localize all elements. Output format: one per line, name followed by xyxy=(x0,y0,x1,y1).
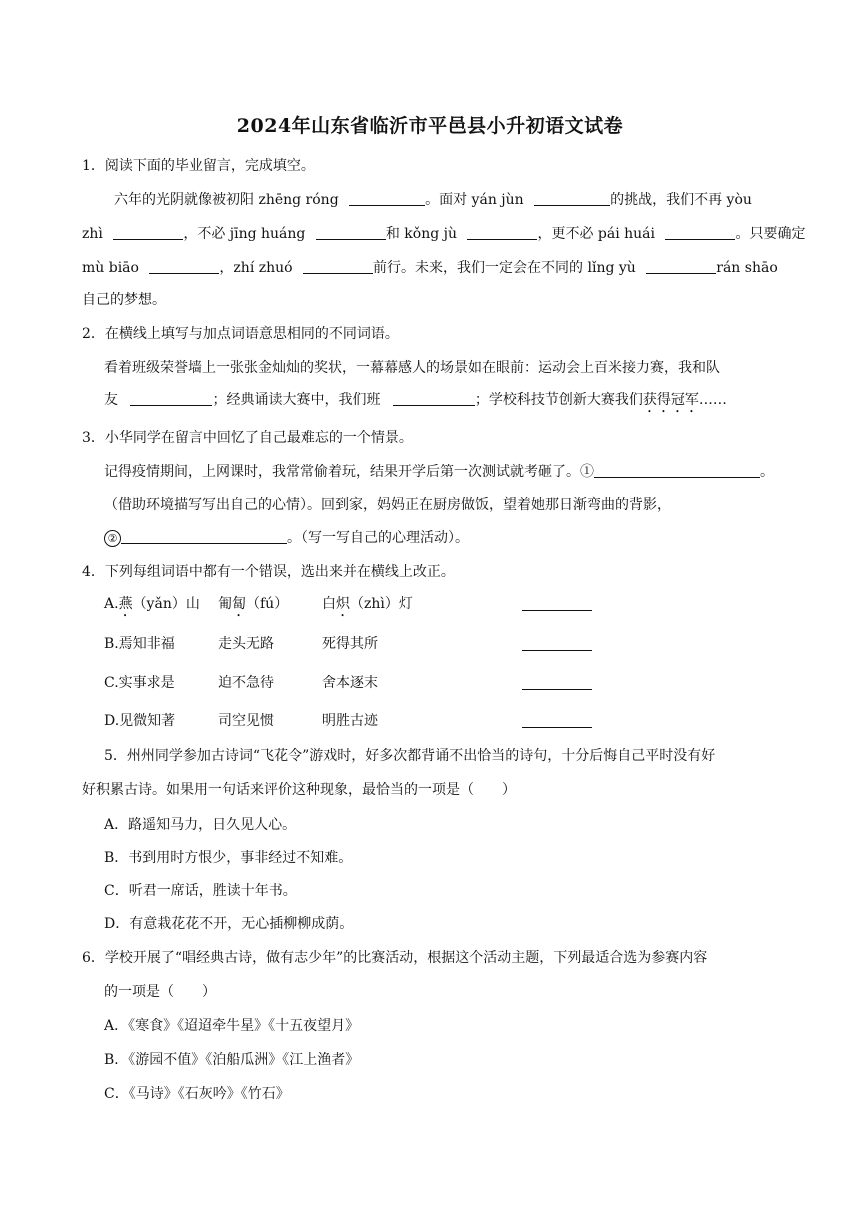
q4-answer-line-b[interactable] xyxy=(522,650,592,651)
q1-line-4: 自己的梦想。 xyxy=(82,292,166,308)
q4-row-d-col-2: 司空见惯 xyxy=(218,713,274,729)
q6-option-c[interactable]: C．《马诗》《石灰吟》《竹石》 xyxy=(104,1086,290,1102)
q4-row-b-col-2: 走头无路 xyxy=(218,636,274,652)
q1-text: 。只要确定 xyxy=(735,226,806,242)
q1-text: 。面对 yán jùn xyxy=(425,192,524,208)
q3-line-3 xyxy=(104,528,469,548)
q4-answer-line-a[interactable] xyxy=(522,610,592,611)
q1-text: ，更不必 pái huái xyxy=(537,226,655,242)
q6-line-1: 6．学校开展了“唱经典古诗，做有志少年”的比赛活动，根据这个活动主题，下列最适合选为参赛内容 xyxy=(82,950,708,966)
q4-row-a-col-1: A.燕（yǎn）山 xyxy=(104,596,200,612)
q5-option-d[interactable]: D．有意栽花花不开，无心插柳柳成荫。 xyxy=(104,916,354,932)
q3-text: 记得疫情期间，上网课时，我常常偷着玩，结果开学后第一次测试就考砸了。 xyxy=(104,464,580,480)
q5-line-2: 好积累古诗。如果用一句话来评价这种现象，最恰当的一项是（ ） xyxy=(82,782,516,798)
q5-option-a[interactable]: A．路遥知马力，日久见人心。 xyxy=(104,817,297,833)
q1-line-2 xyxy=(82,224,805,244)
answer-blank[interactable] xyxy=(665,225,735,240)
q1-line-3 xyxy=(82,258,778,278)
answer-blank[interactable] xyxy=(316,225,386,240)
q3-text: 。 xyxy=(760,464,774,480)
answer-blank[interactable] xyxy=(149,259,219,274)
q1-text: 和 kǒng jù xyxy=(385,226,457,242)
answer-blank[interactable] xyxy=(121,529,287,544)
answer-blank[interactable] xyxy=(113,225,183,240)
answer-blank[interactable] xyxy=(393,391,475,406)
q2-line-2 xyxy=(104,390,727,416)
page-title: 2024年山东省临沂市平邑县小升初语文试卷 xyxy=(236,115,624,137)
q1-text: 前行。未来，我们一定会在不同的 lǐng yù xyxy=(373,260,636,276)
answer-blank[interactable] xyxy=(467,225,537,240)
q2-stem: 2．在横线上填写与加点词语意思相同的不同词语。 xyxy=(82,326,399,342)
q4-stem: 4．下列每组词语中都有一个错误，选出来并在横线上改正。 xyxy=(82,564,455,580)
q2-line-1: 看着班级荣誉墙上一张张金灿灿的奖状，一幕幕感人的场景如在眼前：运动会上百米接力赛，我和队 xyxy=(104,360,720,376)
answer-blank[interactable] xyxy=(130,391,212,406)
q2-text: ；经典诵读大赛中，我们班 xyxy=(212,392,381,408)
q1-text: 的挑战，我们不再 yòu xyxy=(610,192,752,208)
answer-blank[interactable] xyxy=(303,259,373,274)
q4-row-c-col-1: C.实事求是 xyxy=(104,675,175,691)
q1-text: 六年的光阴就像被初阳 zhēng róng xyxy=(114,192,339,208)
q4-row-a-col-3: 白炽（zhì）灯 xyxy=(322,596,413,612)
marker-1: ① xyxy=(580,464,594,480)
q2-text: …… xyxy=(698,392,727,408)
answer-blank[interactable] xyxy=(349,191,425,206)
q1-text: zhì xyxy=(82,226,103,242)
marker-2: ② xyxy=(104,530,121,547)
q5-option-b[interactable]: B．书到用时方恨少，事非经过不知难。 xyxy=(104,850,353,866)
q3-stem: 3．小华同学在留言中回忆了自己最难忘的一个情景。 xyxy=(82,430,413,446)
q4-answer-line-c[interactable] xyxy=(522,689,592,690)
q6-line-2: 的一项是（ ） xyxy=(104,984,216,1000)
q4-row-b-col-3: 死得其所 xyxy=(322,636,378,652)
q1-stem: 1．阅读下面的毕业留言，完成填空。 xyxy=(82,158,315,174)
q4-answer-line-d[interactable] xyxy=(522,727,592,728)
q3-line-2: （借助环境描写写出自己的心情）。回到家，妈妈正在厨房做饭，望着她那日渐弯曲的背影， xyxy=(104,497,671,513)
q4-row-d-col-3: 明胜古迹 xyxy=(322,713,378,729)
q6-option-b[interactable]: B．《游园不值》《泊船瓜洲》《江上渔者》 xyxy=(104,1052,360,1068)
emphasized-word: 获得冠军 xyxy=(642,392,699,408)
q1-text: mù biāo xyxy=(82,260,139,276)
q4-row-c-col-2: 迫不急待 xyxy=(218,675,274,691)
q4-row-c-col-3: 舍本逐末 xyxy=(322,675,378,691)
q6-option-a[interactable]: A．《寒食》《迢迢牵牛星》《十五夜望月》 xyxy=(104,1018,360,1034)
q4-row-a-col-2: 匍匐（fú） xyxy=(218,596,289,612)
q4-row-b-col-1: B.焉知非福 xyxy=(104,636,175,652)
answer-blank[interactable] xyxy=(594,463,760,478)
q1-line-1 xyxy=(114,190,752,210)
answer-blank[interactable] xyxy=(534,191,610,206)
answer-blank[interactable] xyxy=(646,259,716,274)
q4-row-d-col-1: D.见微知著 xyxy=(104,713,176,729)
q3-line-1 xyxy=(104,462,774,482)
q5-option-c[interactable]: C．听君一席话，胜读十年书。 xyxy=(104,883,297,899)
q1-text: ，zhí zhuó xyxy=(219,260,293,276)
q1-text: ，不必 jīng huáng xyxy=(183,226,306,242)
q1-text: rán shāo xyxy=(716,260,778,276)
q3-text: 。（写一写自己的心理活动）。 xyxy=(287,530,469,546)
q5-line-1: 5．州州同学参加古诗词“飞花令”游戏时，好多次都背诵不出恰当的诗句，十分后悔自己平时没有好 xyxy=(104,748,716,764)
q2-text: ；学校科技节创新大赛我们 xyxy=(474,392,643,408)
q2-text: 友 xyxy=(104,392,118,408)
